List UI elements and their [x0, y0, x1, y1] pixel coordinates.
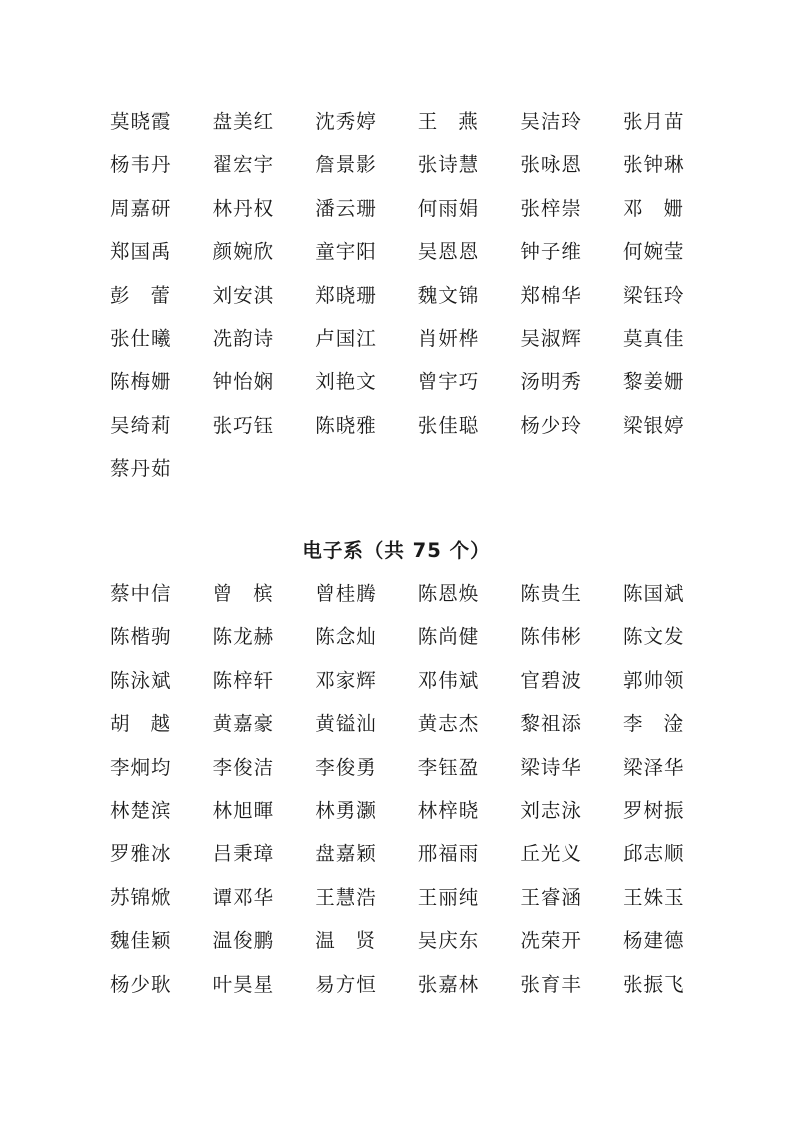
name-cell: 张巧钰	[212, 413, 275, 437]
name-cell: 张钟琳	[622, 153, 685, 177]
name-cell: 梁钰玲	[622, 283, 685, 307]
name-cell: 梁诗华	[520, 755, 582, 779]
name-cell: 郭帅领	[622, 668, 685, 692]
name-cell: 吴洁玲	[520, 110, 582, 133]
name-cell: 曾宇巧	[417, 370, 480, 394]
name-cell: 邓伟斌	[417, 668, 480, 692]
name-cell: 陈国斌	[622, 582, 685, 605]
name-cell: 陈梅姗	[110, 370, 172, 394]
name-cell: 刘艳文	[315, 370, 377, 394]
name-cell: 王慧浩	[315, 885, 377, 909]
name-cell: 胡 越	[110, 712, 170, 736]
name-cell: 林丹权	[212, 196, 275, 220]
name-cell: 陈梓轩	[212, 668, 275, 692]
name-cell: 刘志泳	[520, 798, 582, 822]
name-cell: 蔡中信	[110, 582, 172, 605]
name-list-electronics	[110, 576, 710, 1010]
name-cell: 冼荣开	[520, 929, 582, 953]
name-cell: 张月苗	[622, 110, 685, 133]
name-cell: 梁银婷	[622, 413, 685, 437]
name-cell: 苏锦焮	[110, 885, 172, 909]
name-cell: 张仕曦	[110, 326, 172, 350]
name-cell: 罗树振	[622, 798, 685, 822]
name-cell: 莫真佳	[622, 326, 685, 350]
name-cell: 莫晓霞	[110, 110, 172, 133]
name-cell: 梁泽华	[622, 755, 685, 779]
name-cell: 蔡丹茹	[110, 457, 172, 481]
name-cell: 林梓晓	[417, 798, 480, 822]
name-cell: 王丽纯	[417, 885, 480, 909]
name-cell: 邱志顺	[622, 842, 685, 866]
name-cell: 李俊勇	[315, 755, 377, 779]
name-cell: 魏佳颖	[110, 929, 172, 953]
name-cell: 翟宏宇	[212, 153, 275, 177]
name-cell: 周嘉研	[110, 196, 172, 220]
name-cell: 杨建德	[622, 929, 685, 953]
name-cell: 张嘉林	[417, 972, 480, 996]
name-cell: 盘嘉颖	[315, 842, 377, 866]
name-cell: 吴绮莉	[110, 413, 172, 437]
name-cell: 邓 姗	[622, 196, 683, 220]
name-cell: 张育丰	[520, 972, 582, 996]
name-cell: 潘云珊	[315, 196, 377, 220]
name-cell: 郑国禹	[110, 240, 172, 264]
name-cell: 卢国江	[315, 326, 377, 350]
name-cell: 刘安淇	[212, 283, 275, 307]
name-cell: 陈楷驹	[110, 625, 172, 649]
name-cell: 易方恒	[315, 972, 377, 996]
name-cell: 李俊洁	[212, 755, 275, 779]
name-cell: 丘光义	[520, 842, 582, 866]
name-cell: 郑晓珊	[315, 283, 377, 307]
name-cell: 杨少玲	[520, 413, 582, 437]
name-cell: 谭邓华	[212, 885, 275, 909]
section-title-electronics: 电子系（共 75 个）	[302, 539, 491, 562]
name-cell: 叶昊星	[212, 972, 275, 996]
name-cell: 林楚滨	[110, 798, 172, 822]
name-cell: 陈文发	[622, 625, 685, 649]
name-cell: 彭 蕾	[110, 283, 170, 307]
name-cell: 陈念灿	[315, 625, 377, 649]
name-cell: 陈贵生	[520, 582, 582, 605]
name-cell: 邢福雨	[417, 842, 480, 866]
name-cell: 沈秀婷	[315, 110, 377, 133]
name-cell: 李钰盈	[417, 755, 480, 779]
name-cell: 黎祖添	[520, 712, 582, 736]
name-cell: 钟子维	[520, 240, 582, 264]
name-list-continued	[110, 104, 710, 495]
name-cell: 官碧波	[520, 668, 582, 692]
name-cell: 颜婉欣	[212, 240, 275, 264]
name-cell: 杨韦丹	[110, 153, 172, 177]
name-cell: 郑棉华	[520, 283, 582, 307]
name-cell: 吕秉璋	[212, 842, 275, 866]
name-cell: 杨少耿	[110, 972, 172, 996]
name-cell: 温 贤	[315, 929, 376, 953]
name-cell: 吴恩恩	[417, 240, 480, 264]
name-cell: 陈尚健	[417, 625, 480, 649]
name-cell: 张咏恩	[520, 153, 582, 177]
name-cell: 张振飞	[622, 972, 685, 996]
name-cell: 吴庆东	[417, 929, 480, 953]
name-cell: 盘美红	[212, 110, 275, 133]
name-cell: 魏文锦	[417, 283, 480, 307]
name-cell: 黎姜姗	[622, 370, 685, 394]
name-cell: 黄镒汕	[315, 712, 377, 736]
name-cell: 林勇灏	[315, 798, 377, 822]
name-cell: 黄志杰	[417, 712, 480, 736]
name-cell: 冼韵诗	[212, 326, 275, 350]
name-cell: 汤明秀	[520, 370, 582, 394]
name-cell: 陈伟彬	[520, 625, 582, 649]
name-cell: 曾 槟	[212, 582, 273, 605]
name-cell: 陈龙赫	[212, 625, 275, 649]
name-cell: 罗雅冰	[110, 842, 172, 866]
name-cell: 张佳聪	[417, 413, 480, 437]
name-cell: 何雨娟	[417, 196, 480, 220]
name-cell: 邓家辉	[315, 668, 377, 692]
name-cell: 詹景影	[315, 153, 377, 177]
name-cell: 林旭暉	[212, 798, 275, 822]
name-cell: 肖妍桦	[417, 326, 480, 350]
name-cell: 陈晓雅	[315, 413, 377, 437]
name-cell: 王睿涵	[520, 885, 582, 909]
name-cell: 张诗慧	[417, 153, 480, 177]
name-cell: 吴淑辉	[520, 326, 582, 350]
name-cell: 钟怡娴	[212, 370, 275, 394]
name-cell: 王姝玉	[622, 885, 685, 909]
name-cell: 陈泳斌	[110, 668, 172, 692]
name-cell: 黄嘉豪	[212, 712, 275, 736]
name-cell: 陈恩焕	[417, 582, 480, 605]
name-cell: 李炯均	[110, 755, 172, 779]
name-cell: 温俊鹏	[212, 929, 275, 953]
name-cell: 王 燕	[417, 110, 478, 133]
name-cell: 张梓崇	[520, 196, 582, 220]
name-cell: 童宇阳	[315, 240, 377, 264]
name-cell: 李 淦	[622, 712, 683, 736]
name-cell: 何婉莹	[622, 240, 685, 264]
name-cell: 曾桂腾	[315, 582, 377, 605]
